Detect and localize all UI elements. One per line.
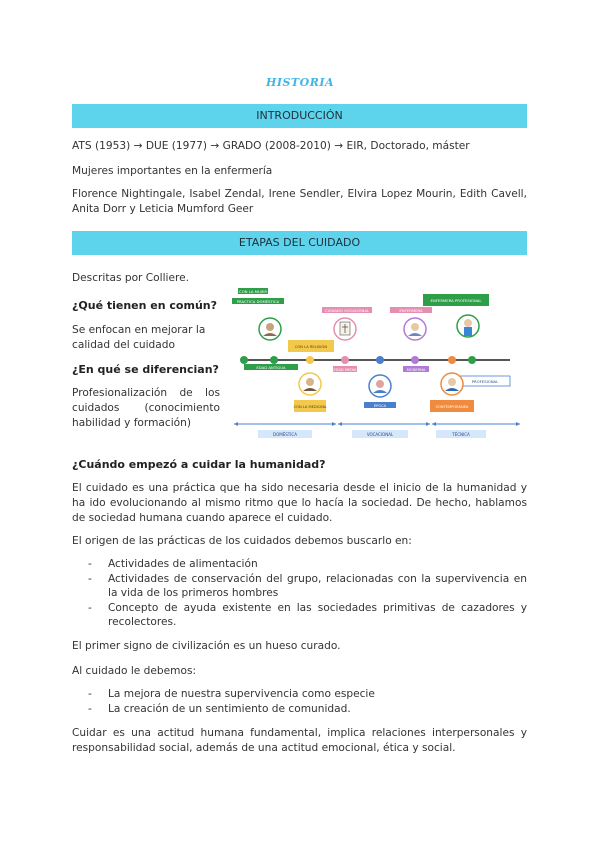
list-item: - La creación de un sentimiento de comunidad.	[72, 702, 527, 717]
timeline-dot	[240, 356, 248, 364]
origin-paragraph-2: El origen de las prácticas de los cuidados debemos buscarlo en:	[72, 535, 412, 547]
question-common: ¿Qué tienen en común?	[72, 299, 217, 312]
axis-label: TÉCNICA	[452, 432, 470, 437]
timeline-dot	[448, 356, 456, 364]
care-stages-timeline	[230, 288, 530, 443]
timeline-dot	[376, 356, 384, 364]
practices-list	[72, 557, 527, 630]
timeline-dot	[341, 356, 349, 364]
page-title: HISTORIA	[265, 76, 335, 89]
answer-common: Se enfocan en mejorar la calidad del cuidado	[72, 324, 206, 351]
answer-differ: Profesionalización de los cuidados (conocimiento habilidad y formación)	[72, 387, 220, 429]
section-heading-introduccion: INTRODUCCIÓN	[72, 104, 527, 128]
section-heading-etapas: ETAPAS DEL CUIDADO	[72, 231, 527, 255]
list-item: - Actividades de conservación del grupo, relacionadas con la supervivencia en la vida de los primeros hombres	[72, 572, 527, 601]
origin-question: ¿Cuándo empezó a cuidar la humanidad?	[72, 458, 326, 471]
tag-text: CON LA MEDICINA	[293, 405, 327, 409]
body-icon	[464, 327, 472, 336]
tag-text: CON LA RELIGIÓN	[294, 345, 328, 349]
axis-label: VOCACIONAL	[366, 432, 394, 437]
face-icon	[464, 319, 472, 327]
list-item: - La mejora de nuestra supervivencia como especie	[72, 687, 527, 702]
education-path: ATS (1953) → DUE (1977) → GRADO (2008-2010) → EIR, Doctorado, máster	[72, 140, 470, 152]
tag-text: ÉPOCA	[373, 404, 387, 408]
question-differ: ¿En qué se diferencian?	[72, 363, 219, 376]
timeline-dot	[411, 356, 419, 364]
tag-text: PROFESIONAL	[471, 379, 499, 384]
timeline-dot	[306, 356, 314, 364]
face-icon	[376, 380, 384, 388]
women-heading: Mujeres importantes en la enfermería	[72, 165, 273, 177]
tag-text: CON LA MUJER	[239, 289, 267, 294]
tag-text: EDAD ANTIGUA	[256, 365, 286, 370]
face-icon	[266, 323, 274, 331]
timeline-dot	[468, 356, 476, 364]
face-icon	[411, 323, 419, 331]
axis-label: DOMÉSTICA	[273, 432, 297, 437]
women-list: Florence Nightingale, Isabel Zendal, Irene Sendler, Elvira Lopez Mourin, Edith Cavell, Anita Dorr y Leticia Mumford Geer	[72, 188, 527, 215]
tag-text: EDAD MEDIA	[333, 368, 357, 372]
face-icon	[448, 378, 456, 386]
list-item: - Concepto de ayuda existente en las sociedades primitivas de cazadores y recolectores.	[72, 601, 527, 630]
tag-text: ENFERMERA PROFESIONAL	[430, 298, 482, 303]
debts-list	[72, 687, 527, 716]
tag-text: MODERNA	[406, 368, 426, 372]
tag-text: ENFERMERA	[399, 308, 423, 313]
list-item: - Actividades de alimentación	[72, 557, 527, 572]
described-by: Descritas por Colliere.	[72, 272, 190, 284]
face-icon	[306, 378, 314, 386]
first-sign: El primer signo de civilización es un hueso curado.	[72, 640, 341, 652]
closing-paragraph: Cuidar es una actitud humana fundamental, implica relaciones interpersonales y responsabilidad social, además de una actitud emocional, ética y social.	[72, 727, 527, 754]
tag-text: PRACTICA DOMÉSTICA	[236, 299, 280, 304]
tag-text: CONTEMPORÁNEA	[435, 405, 469, 409]
debt-intro: Al cuidado le debemos:	[72, 665, 197, 677]
timeline-dot	[270, 356, 278, 364]
tag-text: CUIDADO VOCACIONAL	[324, 308, 370, 313]
origin-paragraph-1: El cuidado es una práctica que ha sido necesaria desde el inicio de la humanidad y ha ido evolucionando al mismo ritmo que lo hacía la sociedad. De hecho, hablamos de sociedad humana cuando aparece el cuidado.	[72, 482, 527, 524]
